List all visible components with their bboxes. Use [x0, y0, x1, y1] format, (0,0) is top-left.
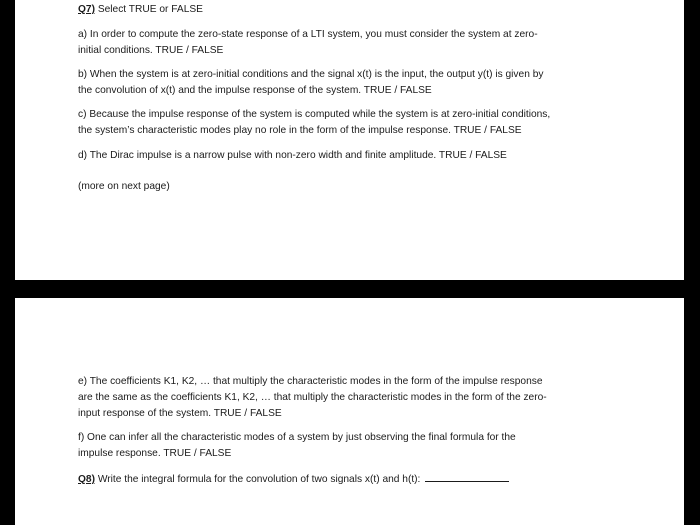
- question-7-heading: [78, 2, 618, 18]
- question-7b-line-1: b) When the system is at zero-initial conditions and the signal x(t) is the input, the output y(t) is given by: [78, 69, 544, 80]
- question-7f-line-1: f) One can infer all the characteristic modes of a system by just observing the final formula for the: [78, 432, 516, 443]
- question-7a: [78, 27, 618, 59]
- question-7a-line-1: a) In order to compute the zero-state response of a LTI system, you must consider the system at zero-: [78, 29, 538, 40]
- question-7d-line-1: d) The Dirac impulse is a narrow pulse with non-zero width and finite amplitude. TRUE / FALSE: [78, 150, 507, 161]
- question-7e-line-1: e) The coefficients K1, K2, … that multiply the characteristic modes in the form of the impulse response: [78, 376, 543, 387]
- question-8-number: Q8): [78, 474, 95, 485]
- question-7b-line-2: the convolution of x(t) and the impulse response of the system. TRUE / FALSE: [78, 85, 432, 96]
- question-8: [78, 472, 618, 488]
- question-7b: [78, 67, 618, 99]
- question-7e-line-2: are the same as the coefficients K1, K2, … that multiply the characteristic modes in the form of the zero-: [78, 392, 547, 403]
- question-7-title: Select TRUE or FALSE: [97, 4, 203, 15]
- more-on-next-page-text: (more on next page): [78, 181, 170, 192]
- question-7d: [78, 148, 618, 164]
- question-8-text: Write the integral formula for the convolution of two signals x(t) and h(t):: [97, 474, 421, 485]
- question-7c: [78, 107, 618, 139]
- question-7c-line-2: the system’s characteristic modes play no role in the form of the impulse response. TRUE / FALSE: [78, 125, 522, 136]
- question-7f-line-2: impulse response. TRUE / FALSE: [78, 448, 232, 459]
- question-7-number: Q7): [78, 4, 95, 15]
- answer-blank-line[interactable]: [425, 472, 509, 482]
- question-7e-line-3: input response of the system. TRUE / FALSE: [78, 408, 282, 419]
- more-on-next-page-note: [78, 179, 618, 195]
- question-7e: [78, 374, 618, 422]
- question-7f: [78, 430, 618, 462]
- question-7c-line-1: c) Because the impulse response of the system is computed while the system is at zero-initial conditions,: [78, 109, 551, 120]
- question-7a-line-2: initial conditions. TRUE / FALSE: [78, 45, 224, 56]
